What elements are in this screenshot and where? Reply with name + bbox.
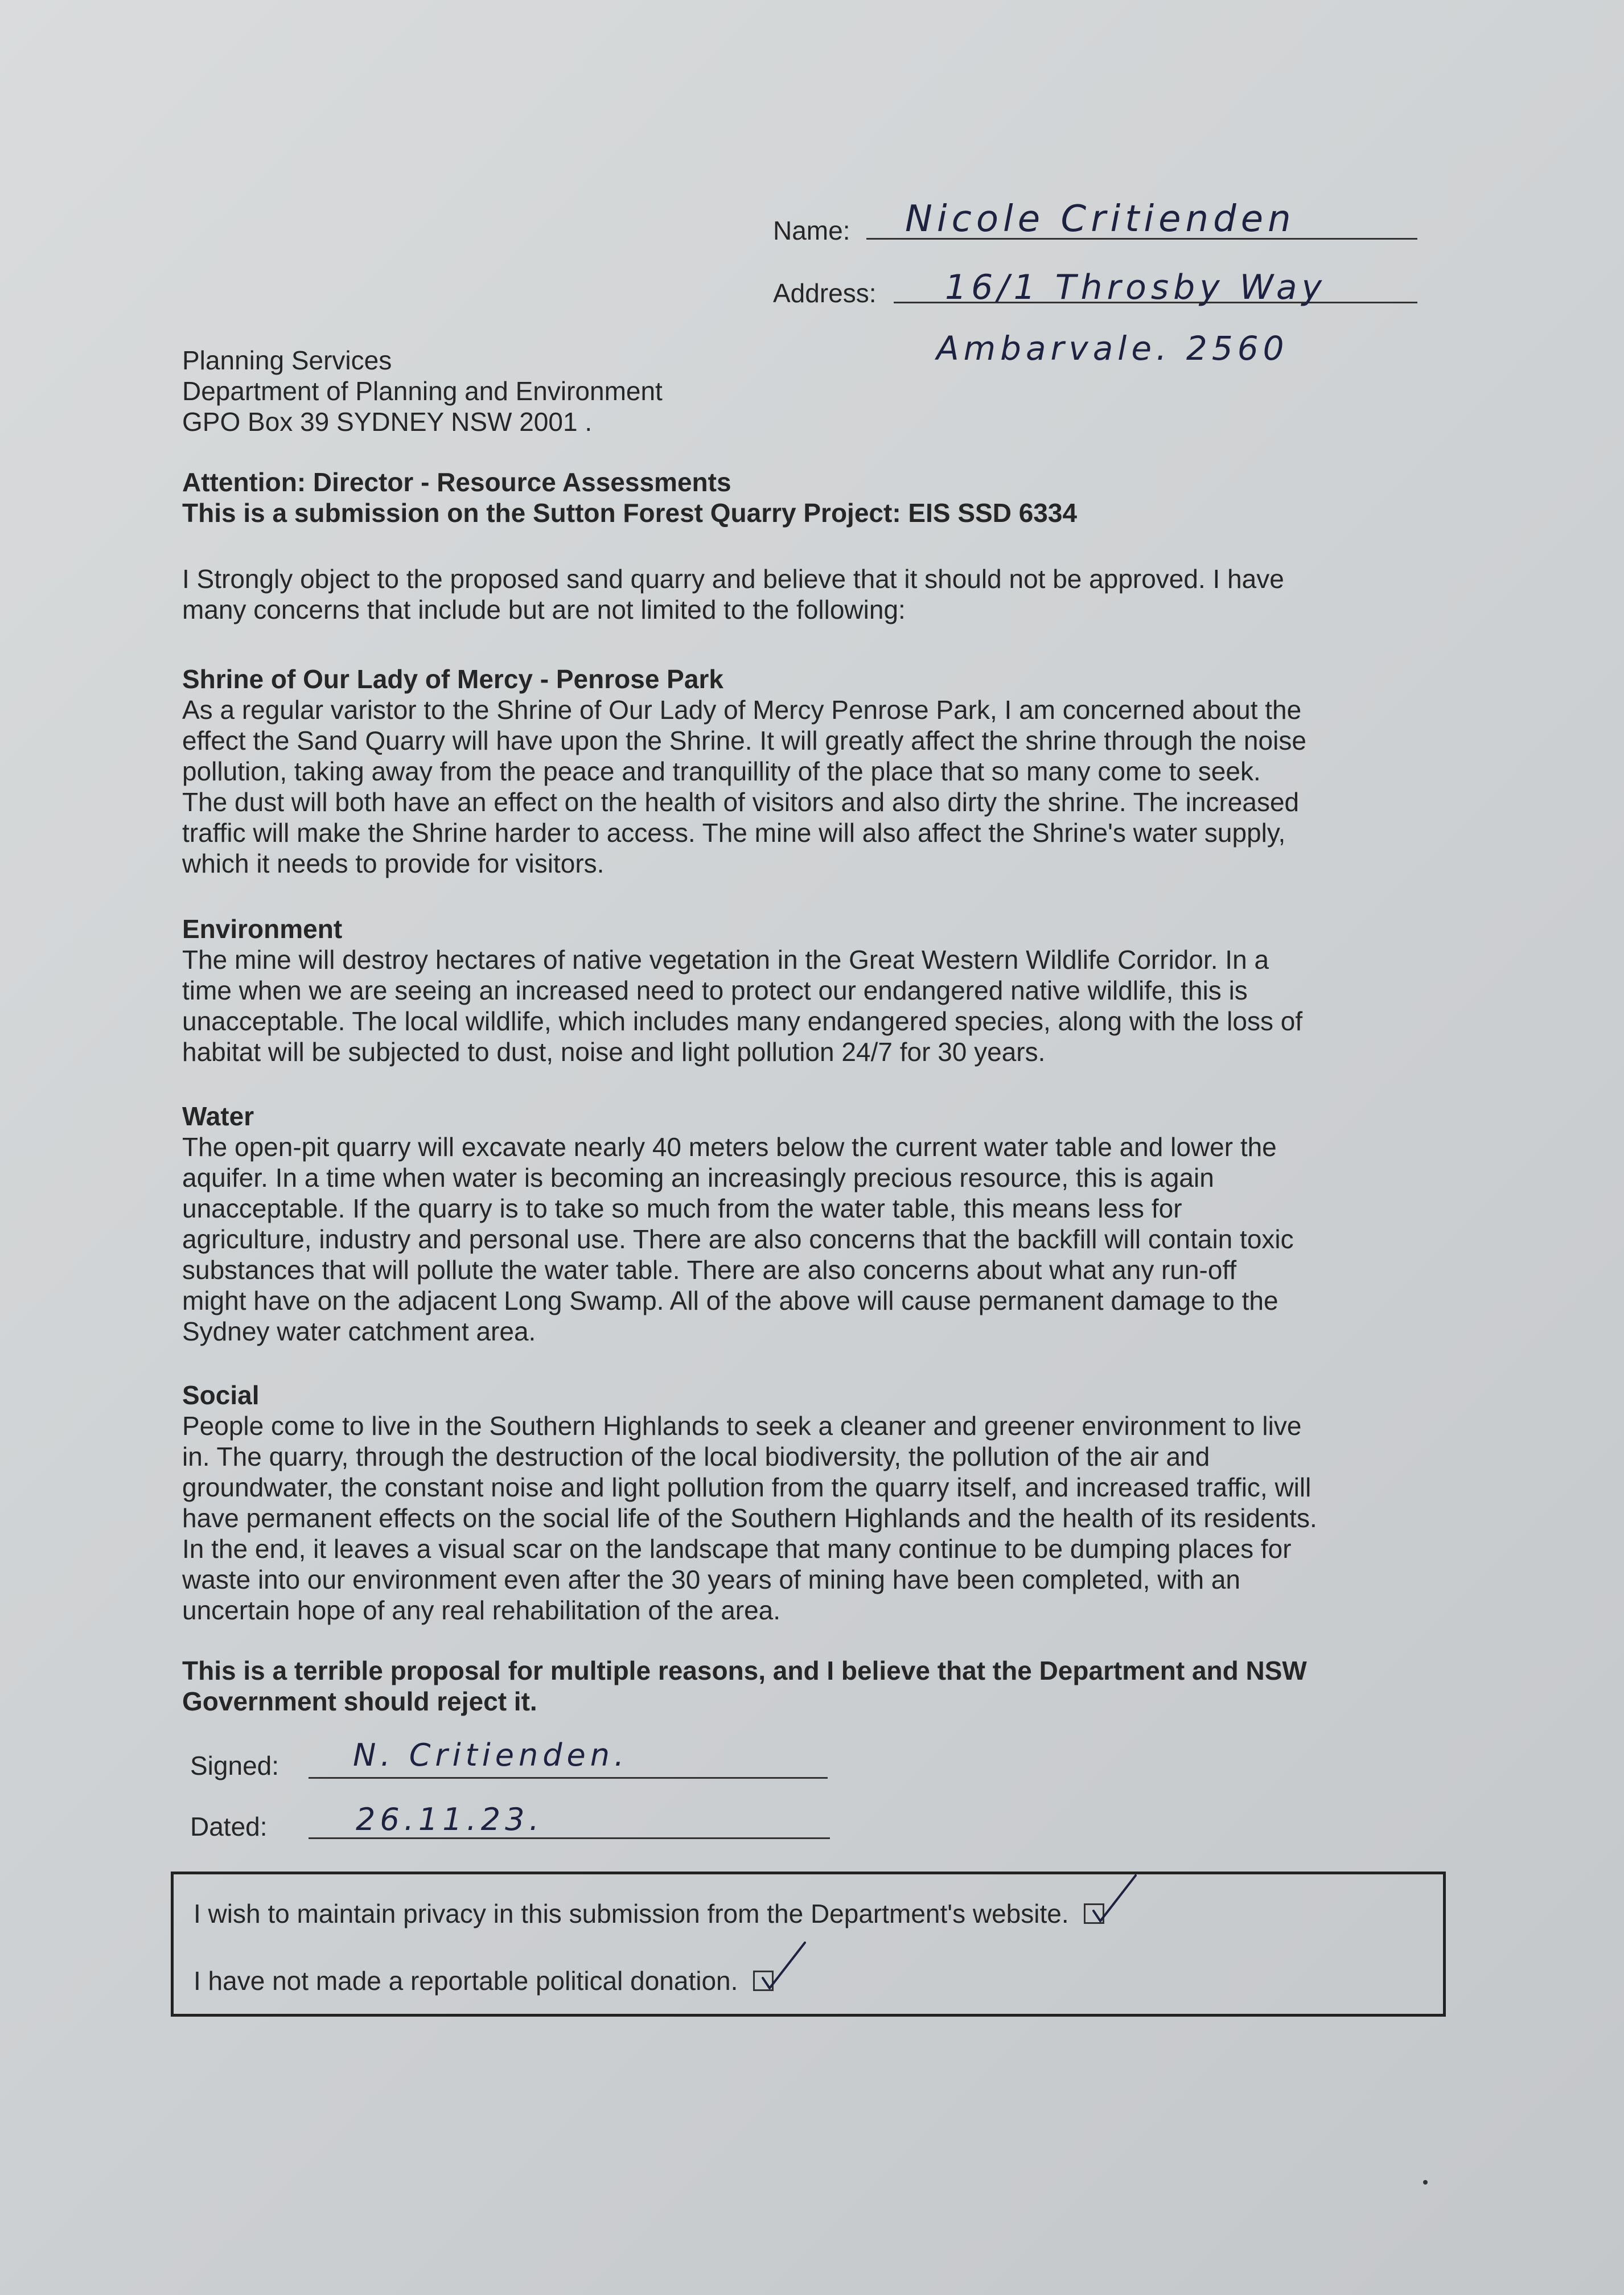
donation-declaration: [194, 1965, 774, 1996]
dated-underline: [309, 1837, 830, 1839]
name-value[interactable]: Nicole Critienden: [905, 198, 1296, 240]
section-body: The open-pit quarry will excavate nearly 40 meters below the current water table and lower the aquifer. In a time when water is becoming an increasingly precious resource, this is again unacceptable. If the quarry is to take so much from the water table, this means less for agriculture, industry and personal use. There are also concerns that the backfill will contain toxic substances that will pollute the water table. There are also concerns about what any run-off might have on the adjacent Long Swamp. All of the above will cause permanent damage to the Sydney water catchment area.: [182, 1132, 1294, 1346]
date-value[interactable]: 26.11.23.: [356, 1802, 544, 1837]
signature-value[interactable]: N. Critienden.: [353, 1737, 629, 1773]
recipient-line2: Department of Planning and Environment: [182, 376, 663, 406]
name-label: Name:: [773, 216, 850, 245]
privacy-declaration: [194, 1898, 1104, 1929]
privacy-text: I wish to maintain privacy in this submission from the Department's website.: [194, 1899, 1069, 1928]
signed-label: Signed:: [190, 1751, 279, 1780]
intro-paragraph: [182, 564, 1434, 625]
section-water: [182, 1101, 1434, 1347]
address-line1[interactable]: 16/1 Throsby Way: [945, 268, 1327, 307]
attention-line1: Attention: Director - Resource Assessments: [182, 467, 731, 497]
declarations-box: [171, 1872, 1446, 2017]
section-body: People come to live in the Southern Highlands to seek a cleaner and greener environment to live in. The quarry, through the destruction of the local biodiversity, the pollution of the air and groundwater, the constant noise and light pollution from the quarry itself, and increased traffic, will have permanent effects on the social life of the Southern Highlands and the health of its residents. In the end, it leaves a visual scar on the landscape that many continue to be dumping places for waste into our environment even after the 30 years of mining have been completed, with an uncertain hope of any real rehabilitation of the area.: [182, 1411, 1317, 1625]
section-heading: Shrine of Our Lady of Mercy - Penrose Park: [182, 664, 723, 694]
address-label: Address:: [773, 278, 877, 308]
recipient-address: [182, 345, 1434, 437]
section-heading: Environment: [182, 914, 343, 944]
section-body: As a regular varistor to the Shrine of Our Lady of Mercy Penrose Park, I am concerned about the effect the Sand Quarry will have upon the Shrine. It will greatly affect the shrine through the noise pollution, taking away from the peace and tranquillity of the place that so many come to seek. The dust will both have an effect on the health of visitors and also dirty the shrine. The increased traffic will make the Shrine harder to access. The mine will also affect the Shrine's water supply, which it needs to provide for visitors.: [182, 695, 1306, 878]
conclusion-text: This is a terrible proposal for multiple reasons, and I believe that the Department and NSW Government should reject it.: [182, 1656, 1307, 1716]
section-social: [182, 1380, 1434, 1626]
privacy-checkbox[interactable]: [1084, 1903, 1104, 1924]
attention-line2: This is a submission on the Sutton Forest Quarry Project: EIS SSD 6334: [182, 498, 1078, 528]
conclusion-block: [182, 1655, 1434, 1717]
section-shrine: [182, 664, 1434, 879]
section-body: The mine will destroy hectares of native vegetation in the Great Western Wildlife Corridor. In a time when we are seeing an increased need to protect our endangered native wildlife, this is unacceptable. The local wildlife, which includes many endangered species, along with the loss of habitat will be subjected to dust, noise and light pollution 24/7 for 30 years.: [182, 945, 1303, 1067]
section-environment: [182, 914, 1434, 1067]
section-heading: Water: [182, 1101, 254, 1131]
intro-text: I Strongly object to the proposed sand quarry and believe that it should not be approved. I have many concerns that include but are not limited to the following:: [182, 564, 1284, 624]
donation-text: I have not made a reportable political donation.: [194, 1966, 738, 1996]
recipient-line1: Planning Services: [182, 346, 392, 375]
checkmark-icon: [759, 1938, 811, 1995]
checkmark-icon: [1090, 1871, 1141, 1928]
address-line2[interactable]: Ambarvale. 2560: [936, 329, 1289, 368]
signed-underline: [309, 1777, 828, 1779]
section-heading: Social: [182, 1380, 260, 1410]
paper-speck: [1423, 2180, 1428, 2185]
recipient-line3: GPO Box 39 SYDNEY NSW 2001 .: [182, 407, 593, 437]
donation-checkbox[interactable]: [753, 1971, 774, 1991]
attention-block: [182, 467, 1434, 528]
dated-label: Dated:: [190, 1812, 268, 1841]
